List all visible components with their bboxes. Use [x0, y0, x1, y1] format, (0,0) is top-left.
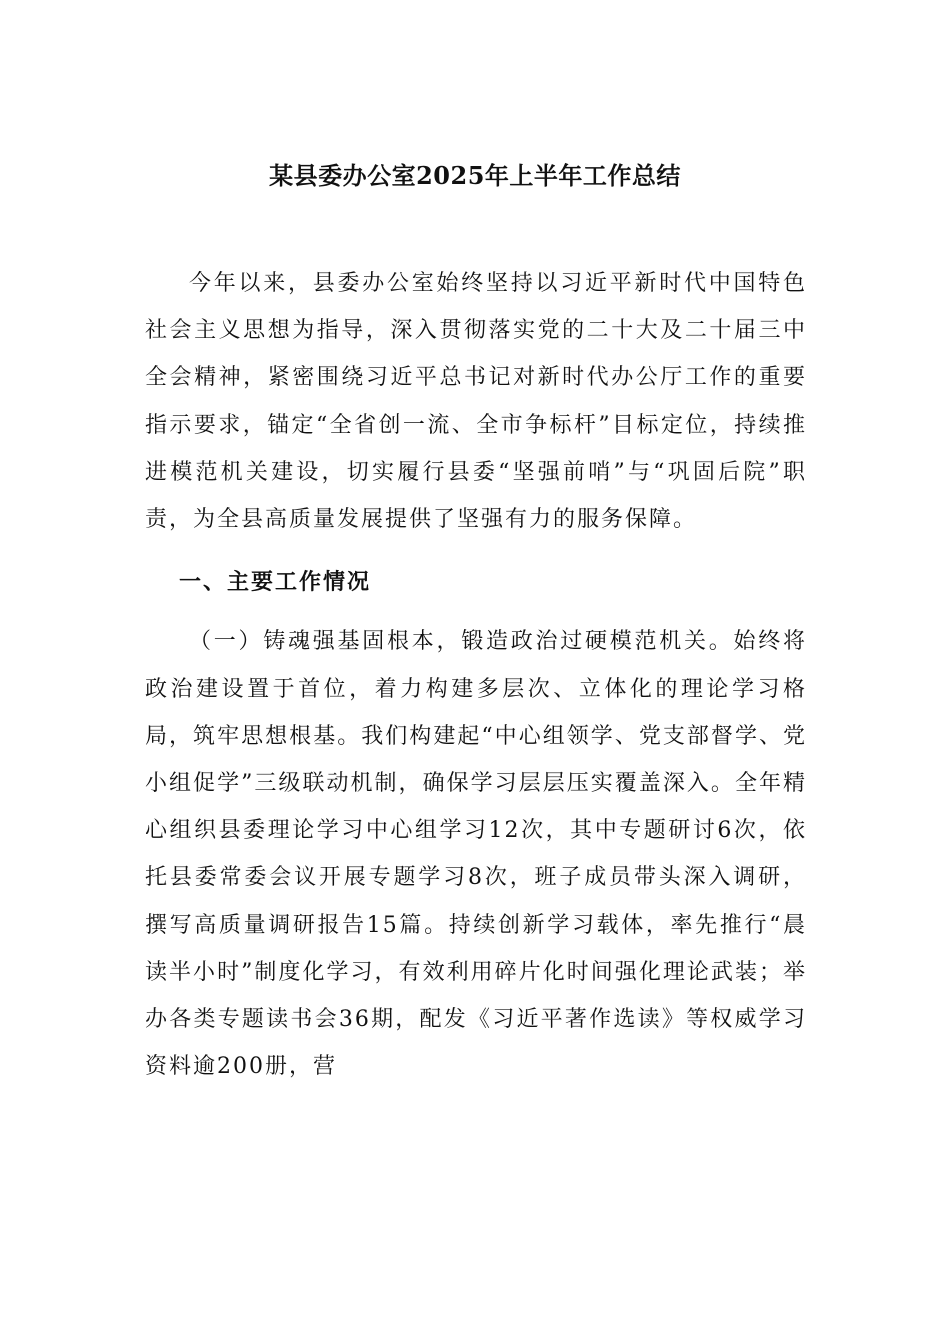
document-title: 某县委办公室2025年上半年工作总结: [269, 161, 681, 190]
intro-paragraph: 今年以来，县委办公室始终坚持以习近平新时代中国特色社会主义思想为指导，深入贯彻落实党的二十大及二十届三中全会精神，紧密围绕习近平总书记对新时代办公厅工作的重要指示要求，锚定“全省创一流、全市争标杆”目标定位，持续推进模范机关建设，切实履行县委“坚强前哨”与“巩固后院”职责，为全县高质量发展提供了坚强有力的服务保障。: [145, 271, 807, 533]
section-heading: 一、主要工作情况: [179, 569, 372, 596]
document-body: [145, 260, 807, 1090]
body-paragraph: （一）铸魂强基固根本，锻造政治过硬模范机关。始终将政治建设置于首位，着力构建多层次、立体化的理论学习格局，筑牢思想根基。我们构建起“中心组领学、党支部督学、党小组促学”三级联动机制，确保学习层层压实覆盖深入。全年精心组织县委理论学习中心组学习12次，其中专题研讨6次，依托县委常委会议开展专题学习8次，班子成员带头深入调研，撰写高质量调研报告15篇。持续创新学习载体，率先推行“晨读半小时”制度化学习，有效利用碎片化时间强化理论武装；举办各类专题读书会36期，配发《习近平著作选读》等权威学习资料逾200册，营: [145, 629, 807, 1080]
